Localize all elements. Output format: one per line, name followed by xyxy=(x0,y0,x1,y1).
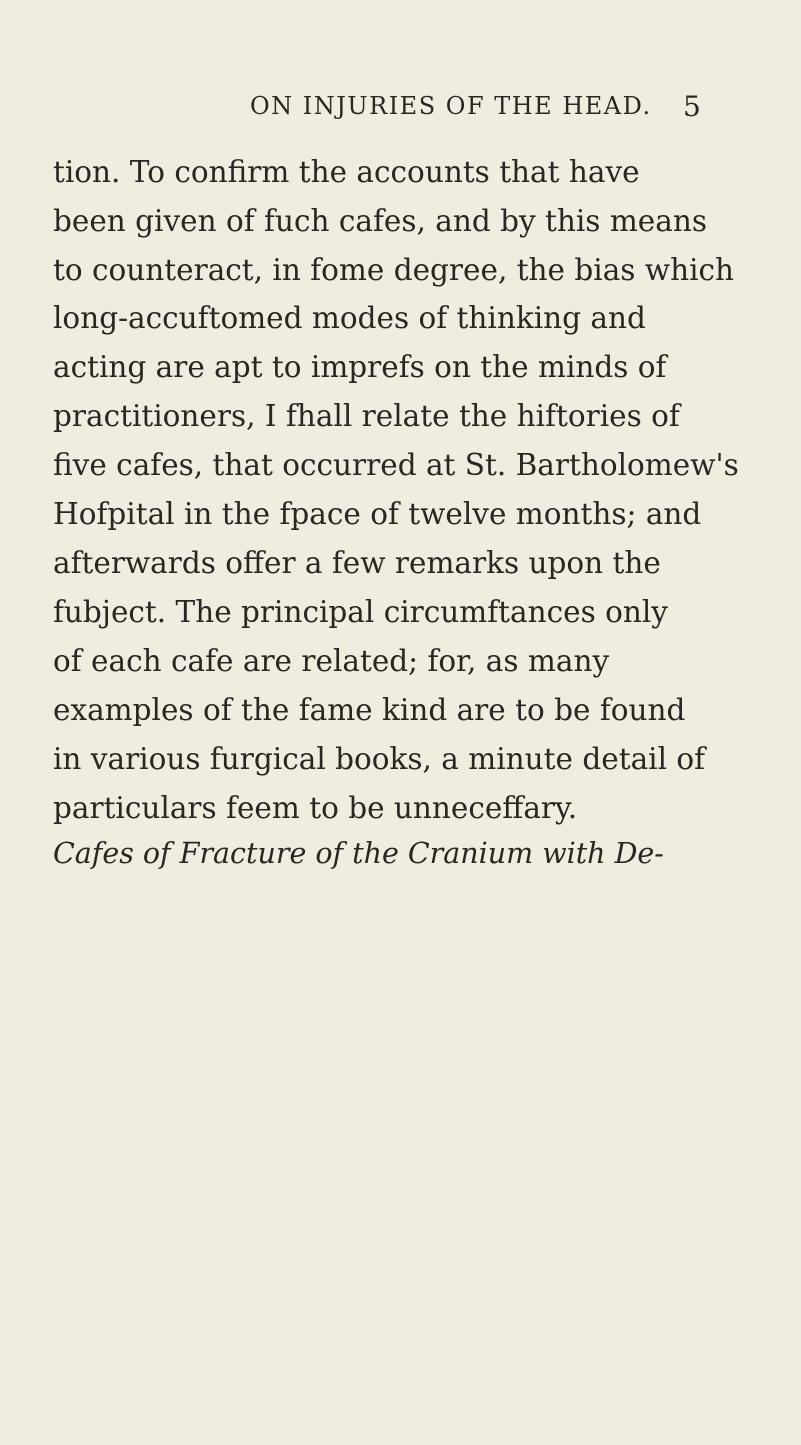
text-line: Hofpital in the fpace of twelve months; and xyxy=(53,497,702,531)
text-line: long-accuftomed modes of thinking and xyxy=(53,301,646,335)
page-number: 5 xyxy=(683,90,701,123)
text-line: acting are apt to imprefs on the minds of xyxy=(53,350,667,384)
text-line: been given of fuch cafes, and by this means xyxy=(53,204,707,238)
text-line: in various furgical books, a minute detail of xyxy=(53,742,706,776)
heading-line: Cafes of Fracture of the Cranium with De- xyxy=(53,837,664,870)
text-line: tion. To confirm the accounts that have xyxy=(53,155,640,189)
text-line: five cafes, that occurred at St. Bartholomew's xyxy=(53,448,739,482)
text-line: fubject. The principal circumftances only xyxy=(53,595,668,629)
text-line: practitioners, I fhall relate the hiftories of xyxy=(53,399,680,433)
text-line: to counteract, in fome degree, the bias which xyxy=(53,253,735,287)
page-header xyxy=(0,92,801,132)
text-line: of each cafe are related; for, as many xyxy=(53,644,610,678)
running-head: ON INJURIES OF THE HEAD. xyxy=(250,92,652,120)
text-line: particulars feem to be unneceffary. xyxy=(53,791,578,825)
text-line: examples of the fame kind are to be found xyxy=(53,693,686,727)
text-line: afterwards offer a few remarks upon the xyxy=(53,546,661,580)
